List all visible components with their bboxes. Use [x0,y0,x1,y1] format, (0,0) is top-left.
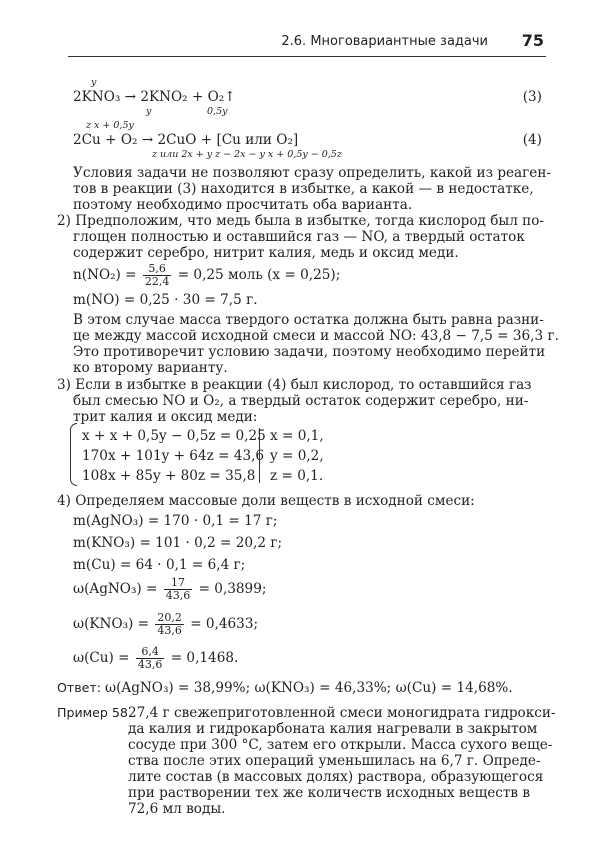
fraction-line: ω(Cu) = $\frac{6,4}{43,6}$ = 0,1468. [73,645,239,671]
item3-line: был смесью NO и O₂, а твердый остаток содержит серебро, ни- [73,393,529,409]
system-equation: 108x + 85y + 80z = 35,8 [82,468,256,484]
example-line: при растворении тех же количеств исходных веществ в [128,785,531,801]
calc-n-no2: n(NO₂) = $\frac{5,6}{22,4}$ = 0,25 моль (x = 0,25); [73,262,341,288]
eq3-top: y [91,77,97,88]
para2-line: ко второму варианту. [73,360,228,376]
para2-line: Это противоречит условию задачи, поэтому необходимо перейти [73,344,546,360]
equation-3: 2KNO₃ → 2KNO₂ + O₂↑ [73,89,236,105]
fraction: $\frac{5,6}{22,4}$ [144,262,170,288]
eq3-sub-o2: 0,5y [207,106,228,117]
eq4-top: z x + 0,5y [86,120,134,131]
equation-4: 2Cu + O₂ → 2CuO + [Cu или O₂] [73,132,299,148]
fraction: $\frac{20,2}{43,6}$ [157,611,182,637]
item2-line: содержит серебро, нитрит калия, медь и оксид меди. [73,245,459,261]
example-line: да калия и гидрокарбоната калия нагревали в закрытом [128,721,538,737]
example-line: 72,6 мл воды. [128,801,226,817]
para1-line: поэтому необходимо просчитать оба варианта. [73,197,413,213]
page-header [68,26,546,57]
para1-line: Условия задачи не позволяют сразу определить, какой из реаген- [73,165,551,181]
system-equation: x + x + 0,5y − 0,5z = 0,25 [82,428,266,444]
mass-line: m(KNO₃) = 101 · 0,2 = 20,2 г; [73,535,283,551]
eq4-sub: z или 2x + y z − 2x − y x + 0,5y − 0,5z [152,149,342,160]
system-result: z = 0,1. [270,468,324,484]
eq3-sub-y: y [146,106,152,117]
example-line: лите состав (в массовых долях) раствора, образующегося [128,769,544,785]
para2-line: В этом случае масса твердого остатка должна быть равна разни- [73,312,544,328]
equation-3-number: (3) [522,89,542,105]
example-line: ства после этих операций уменьшилась на 6,7 г. Опреде- [128,753,541,769]
calc-m-no: m(NO) = 0,25 · 30 = 7,5 г. [73,292,258,308]
page-number: 75 [521,31,544,50]
fraction: $\frac{17}{43,6}$ [165,576,191,602]
example-line: 27,4 г свежеприготовленной смеси моногидрата гидрокси- [128,705,556,721]
item4-line: 4) Определяем массовые доли веществ в исходной смеси: [57,493,475,509]
answer-label: Ответ: [57,680,101,695]
item3-line: трит калия и оксид меди: [73,409,258,425]
mass-line: m(Cu) = 64 · 0,1 = 6,4 г; [73,557,246,573]
answer-text: ω(AgNO₃) = 38,99%; ω(KNO₃) = 46,33%; ω(Cu) = 14,68%. [105,680,513,696]
fraction: $\frac{6,4}{43,6}$ [137,645,163,671]
example-line: сосуде при 300 °C, затем его открыли. Масса сухого веще- [128,737,553,753]
item2-line: глощен полностью и оставшийся газ — NO, а твердый остаток [73,229,525,245]
section-title: 2.6. Многовариантные задачи [281,34,488,49]
item3-line: 3) Если в избытке в реакции (4) был кислород, то оставшийся газ [57,377,532,393]
system-brace [70,423,77,486]
item2-line: 2) Предположим, что медь была в избытке, тогда кислород был по- [57,213,545,229]
equation-4-number: (4) [522,132,542,148]
fraction-line: ω(AgNO₃) = $\frac{17}{43,6}$ = 0,3899; [73,576,267,602]
mass-line: m(AgNO₃) = 170 · 0,1 = 17 г; [73,513,278,529]
system-result: y = 0,2, [270,448,324,464]
system-result: x = 0,1, [270,428,324,444]
system-equation: 170x + 101y + 64z = 43,6 [82,448,265,464]
example-label: Пример 58. [57,705,132,720]
para1-line: тов в реакции (3) находится в избытке, а какой — в недостатке, [73,181,534,197]
fraction-line: ω(KNO₃) = $\frac{20,2}{43,6}$ = 0,4633; [73,611,259,637]
para2-line: це между массой исходной смеси и массой NO: 43,8 − 7,5 = 36,3 г. [73,328,559,344]
